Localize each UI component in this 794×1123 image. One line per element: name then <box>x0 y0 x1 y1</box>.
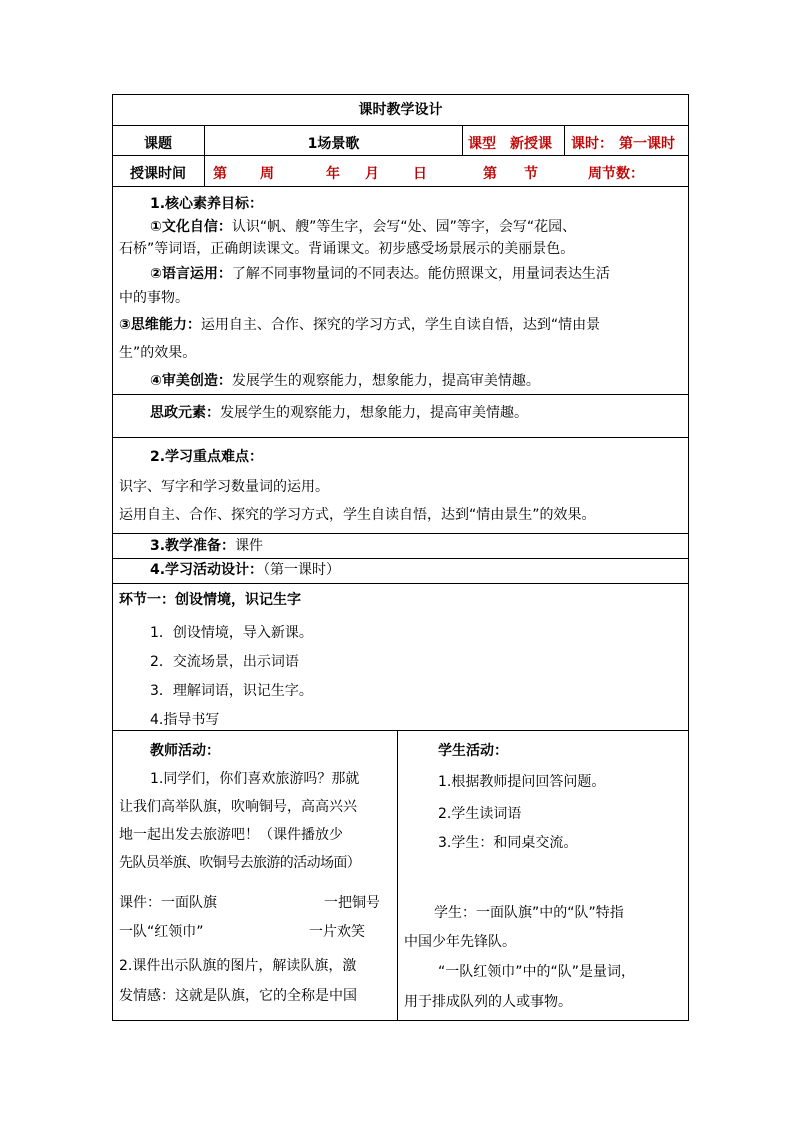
rule <box>112 533 689 534</box>
goal-line: ②语言运用：了解不同事物量词的不同表达。能仿照课文，用量词表达生活 <box>150 266 610 282</box>
time-label: 授课时间 <box>130 166 186 182</box>
time-month: 月 <box>365 166 379 182</box>
activity-line: 4.学习活动设计：（第一课时） <box>150 562 341 578</box>
goal-line: ③思维能力：运用自主、合作、探究的学习方式，学生自读自悟，达到“情由景 <box>119 317 601 333</box>
student-line: 3.学生：和同桌交流。 <box>438 835 578 851</box>
rule <box>112 394 689 395</box>
rule <box>688 94 689 1021</box>
time-period: 节 <box>524 166 538 182</box>
rule <box>112 155 689 156</box>
teacher-line: 2.课件出示队旗的图片，解读队旗，激 <box>119 958 357 974</box>
rule <box>112 437 689 438</box>
courseware-item: 一队“红领巾” <box>119 924 204 940</box>
goals-heading: 1.核心素养目标： <box>150 196 264 212</box>
teacher-heading: 教师活动： <box>150 743 220 759</box>
courseware-item: 一片欢笑 <box>309 924 365 940</box>
student-line: 2.学生读词语 <box>438 806 522 822</box>
goal-line: 石桥”等词语，正确朗读课文。背诵课文。初步感受场景展示的美丽景色。 <box>119 241 575 257</box>
rule <box>112 186 689 187</box>
rule <box>397 730 398 1020</box>
rule <box>112 94 113 1021</box>
key-point-line: 运用自主、合作、探究的学习方式，学生自读自悟，达到“情由景生”的效果。 <box>119 507 596 523</box>
key-point-line: 识字、写字和学习数量词的运用。 <box>119 479 329 495</box>
topic-value: 1场景歌 <box>307 136 360 152</box>
goal-line: 生”的效果。 <box>119 345 197 361</box>
section-step: 1．创设情境，导入新课。 <box>150 625 313 641</box>
prep-line: 3.教学准备：课件 <box>150 538 264 554</box>
courseware-item: 课件：一面队旗 <box>119 895 217 911</box>
time-week-prefix: 第 <box>213 166 227 182</box>
lesson-type-value: 新授课 <box>510 136 552 152</box>
time-week: 周 <box>260 166 274 182</box>
lesson-plan-table <box>112 94 689 1021</box>
student-line: 用于排成队列的人或事物。 <box>404 994 572 1010</box>
weekly-count: 周节数： <box>588 166 644 182</box>
teacher-line: 让我们高举队旗，吹响铜号，高高兴兴 <box>119 799 357 815</box>
student-line: 中国少年先锋队。 <box>404 934 516 950</box>
courseware-item: 一把铜号 <box>324 895 380 911</box>
rule <box>112 1020 689 1021</box>
rule <box>112 730 689 731</box>
section-step: 2．交流场景，出示词语 <box>150 654 299 670</box>
rule <box>112 94 689 95</box>
section-step: 4.指导书写 <box>150 712 220 728</box>
rule <box>112 583 689 584</box>
rule <box>112 125 689 126</box>
rule <box>564 125 565 155</box>
topic-label: 课题 <box>144 136 172 152</box>
goal-line: 中的事物。 <box>119 290 189 306</box>
time-year: 年 <box>326 166 340 182</box>
student-line: “一队红领巾”中的“队”是量词， <box>438 964 636 980</box>
teacher-line: 地一起出发去旅游吧！（课件播放少 <box>119 827 343 843</box>
section-step: 3．理解词语，识记生字。 <box>150 683 313 699</box>
time-day: 日 <box>413 166 427 182</box>
rule <box>112 558 689 559</box>
key-points-heading: 2.学习重点难点： <box>150 449 264 465</box>
period-label: 课时： <box>571 136 613 152</box>
section-heading: 环节一：创设情境，识记生字 <box>119 592 301 608</box>
teacher-line: 先队员举旗、吹铜号去旅游的活动场面） <box>119 855 361 871</box>
student-line: 1.根据教师提问回答问题。 <box>438 774 606 790</box>
page-title: 课时教学设计 <box>358 102 443 118</box>
rule <box>462 125 463 155</box>
teacher-line: 发情感：这就是队旗，它的全称是中国 <box>119 988 357 1004</box>
time-period-prefix: 第 <box>483 166 497 182</box>
period-value: 第一课时 <box>619 136 675 152</box>
student-heading: 学生活动： <box>438 743 508 759</box>
ideology-line: 思政元素：发展学生的观察能力，想象能力，提高审美情趣。 <box>150 405 528 421</box>
student-line: 学生：一面队旗”中的“队”特指 <box>434 905 624 921</box>
teacher-line: 1.同学们，你们喜欢旅游吗？那就 <box>150 771 360 787</box>
lesson-type-label: 课型 <box>468 136 496 152</box>
goal-line: ①文化自信：认识“帆、艘”等生字，会写“处、园”等字，会写“花园、 <box>150 219 577 235</box>
goal-line: ④审美创造：发展学生的观察能力，想象能力，提高审美情趣。 <box>150 373 540 389</box>
